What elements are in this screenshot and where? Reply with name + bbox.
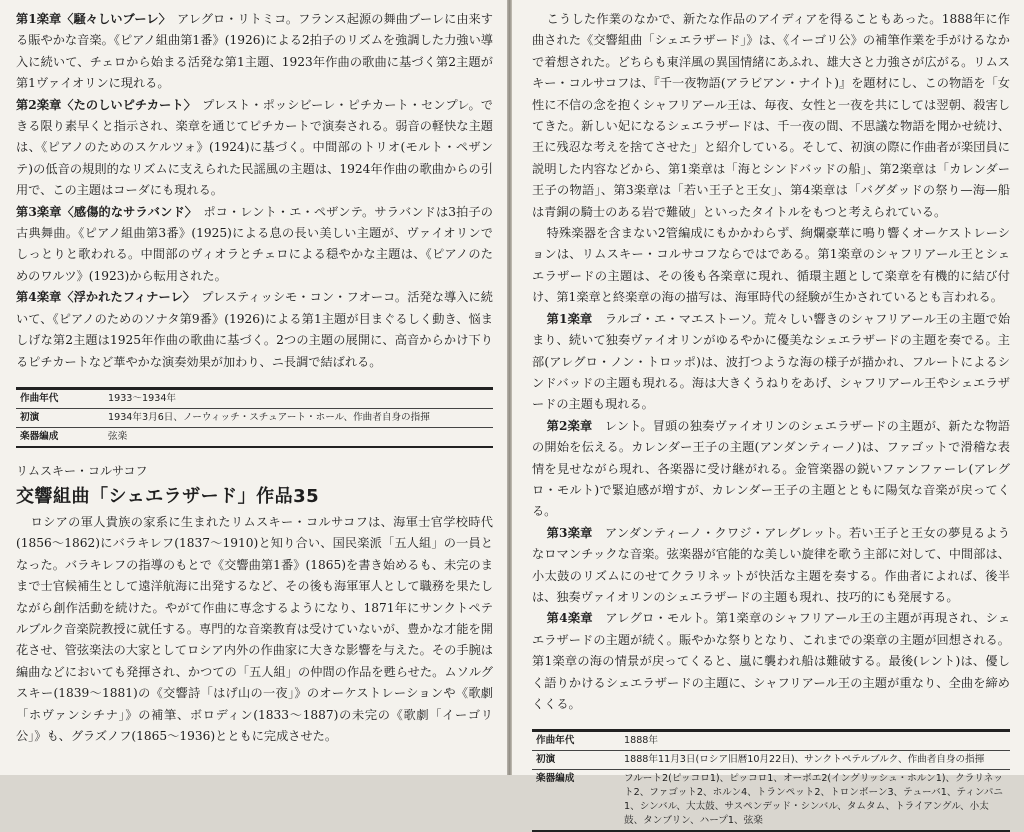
movement-heading: 第2楽章〈たのしいピチカート〉: [16, 97, 190, 112]
movement-heading: 第3楽章: [546, 525, 593, 540]
right-page: [512, 0, 1024, 827]
info-row: [16, 408, 493, 427]
intro-paragraph-continued: こうした作業のなかで、新たな作品のアイディアを得ることもあった。1888年に作曲された《交響組曲「シェエラザード」》は、《イーゴリ公》の補筆作業を手がけるなかで着想された。どちらも東洋風の異国情緒にあふれ、雄大さと力強さが広がる。リムスキー・コルサコフは、『千一夜物語(アラビアン・ナイト)』を題材にし、この物語を「女性に不信の念を抱くシャフリアール王は、毎夜、女性と一夜を共にしては翌朝、殺害してきた。新しい妃になるシェエラザードは、千一夜の間、不思議な物語を聞かせ続け、王に残忍な考えを捨てさせた」と紹介している。そして、初演の際に作曲者が楽団員に説明した内容などから、第1楽章は「海とシンドバッドの船」、第2楽章は「カレンダー王子の物語」、第3楽章は「若い王子と王女」、第4楽章は「バグダッドの祭り—海—船は青銅の騎士のある岩で難破」といったタイトルをもつと考えられている。: [532, 12, 1010, 219]
movement-text: アンダンティーノ・クワジ・アレグレット。若い王子と王女の夢見るようなロマンチックな音楽。弦楽器が官能的な美しい旋律を歌う主部に対して、中間部は、小太鼓のリズムにのせてクラリネットが快活な主題を奏する。作曲者によれば、後半は、独奏ヴァイオリンのシェエラザードの主題も現れ、技巧的にも発展する。: [532, 525, 1010, 604]
info-value: 1888年11月3日(ロシア旧暦10月22日)、サンクトペテルブルク、作曲者自身の指揮: [620, 751, 1010, 770]
composer-name: リムスキー・コルサコフ: [16, 463, 148, 478]
right-page-content: [532, 9, 1010, 832]
info-key: 楽器編成: [532, 770, 620, 832]
info-key: 楽器編成: [16, 427, 104, 447]
orchestration-paragraph: 特殊楽器を含まない2管編成にもかかわらず、絢爛豪華に鳴り響くオーケストレーションは、リムスキー・コルサコフならではである。第1楽章のシャフリアール王とシェエラザードの主題は、その後も各楽章に現れ、循環主題として楽章を有機的に結び付け、第1楽章と終楽章の海の描写は、海軍時代の経験が生かされているとも言われる。: [532, 226, 1010, 305]
info-key: 初演: [532, 751, 620, 770]
info-row: [16, 388, 493, 408]
work-info-table: [532, 729, 1010, 832]
left-page: [0, 0, 507, 775]
movement-1-paragraph: [16, 9, 493, 95]
movement-heading: 第3楽章〈感傷的なサラバンド〉: [16, 204, 191, 219]
info-key: 初演: [16, 408, 104, 427]
info-value: 1888年: [620, 731, 1010, 751]
info-value: 弦楽: [104, 427, 493, 447]
movement-text: プレスト・ポッシビーレ・ピチカート・センプレ。できる限り素早くと指示され、楽章を通じてピチカートで演奏される。弱音の軽快な主題は、《ピアノのためのスケルツォ》(1924)に基づく。中間部のトリオ(モルト・ペザンテ)の低音の規則的なリズムに支えられた民謡風の主題は、1924年作曲の歌曲からの引用で、この主題はコーダにも現れる。: [16, 97, 493, 198]
movement-text: ポコ・レント・エ・ペザンテ。サラバンドは3拍子の古典舞曲。《ピアノ組曲第3番》(1925)による息の長い美しい主題が、ヴァイオリンでしっとりと歌われる。中間部のヴィオラとチェロによる穏やかな主題は、《ピアノのためのワルツ》(1923)から転用された。: [16, 204, 493, 283]
movement-heading: 第4楽章: [546, 611, 593, 626]
info-key: 作曲年代: [16, 388, 104, 408]
movement-3-paragraph: [16, 202, 493, 288]
movement-2-paragraph: [532, 416, 1010, 523]
movement-heading: 第1楽章: [546, 311, 593, 326]
info-value: フルート2(ピッコロ1)、ピッコロ1、オーボエ2(イングリッシュ・ホルン1)、クラリネット2、ファゴット2、ホルン4、トランペット2、トロンボーン3、テューバ1、ティンパニ1、シンバル、大太鼓、サスペンデッド・シンバル、タムタム、トライアングル、小太鼓、タンブリン、ハープ1、弦楽: [620, 770, 1010, 832]
movement-heading: 第4楽章〈浮かれたフィナーレ〉: [16, 290, 190, 305]
movement-4-paragraph: [16, 287, 493, 373]
info-row: [532, 751, 1010, 770]
movement-1-paragraph: [532, 309, 1010, 416]
info-value: 1934年3月6日、ノーウィッチ・スチュアート・ホール、作曲者自身の指揮: [104, 408, 493, 427]
movement-text: プレスティッシモ・コン・フオーコ。活発な導入に続いて、《ピアノのためのソナタ第9番》(1926)による第1主題が目まぐるしく動き、悩ましげな第2主題は1925年作曲の歌曲に基づく。2つの主題の展開に、高音からかけ下りるピチカートなど華やかな演奏効果が加わり、ニ長調で結ばれる。: [16, 290, 493, 369]
movement-4-paragraph: [532, 608, 1010, 715]
intro-paragraph: ロシアの軍人貴族の家系に生まれたリムスキー・コルサコフは、海軍士官学校時代(1856〜1862)にバラキレフ(1837〜1910)と知り合い、国民楽派「五人組」の一員となった。バラキレフの指導のもとで《交響曲第1番》(1865)を書き始めるも、未完のままで士官候補生として遠洋航海に出発するなど、その後も海軍軍人として職務を果たしながら創作活動を続けた。やがて作曲に専念するようになり、1871年にサンクトペテルブルク音楽院教授に就任する。専門的な音楽教育は受けていないが、豊かな才能を開花させ、管弦楽法の大家としてロシア内外の作曲家に大きな影響を与えた。その手腕は編曲などにおいても発揮され、かつての「五人組」の仲間の作品を甦らせた。ムソルグスキー(1839〜1881)の《交響詩「はげ山の一夜」》のオーケストレーションや《歌劇「ホヴァンシチナ」》の補筆、ボロディン(1833〜1887)の未完の《歌劇「イーゴリ公」》も、グラズノフ(1865〜1936)とともに完成させた。: [16, 514, 493, 743]
info-key: 作曲年代: [532, 731, 620, 751]
movement-heading: 第1楽章〈騒々しいブーレ〉: [16, 12, 165, 26]
left-page-content: [16, 9, 493, 747]
movement-text: アレグロ・モルト。第1楽章のシャフリアール王の主題が再現され、シェエラザードの主題が続く。賑やかな祭りとなり、これまでの楽章の主題が回想される。第1楽章の海の情景が戻ってくると、嵐に襲われ船は難破する。最後(レント)は、優しく語りかけるシェエラザードの主題に、シャフリアール王の主題が重なり、全曲を締めくくる。: [532, 611, 1011, 711]
movement-text: ラルゴ・エ・マエストーソ。荒々しい響きのシャフリアール王の主題で始まり、続いて独奏ヴァイオリンがゆるやかに優美なシェエラザードの主題を奏でる。主部(アレグロ・ノン・トロッポ)は、波打つような海の様子が描かれ、フルートによるシンドバッドの主題も現れる。海は大きくうねりをあげ、シャフリアール王やシェエラザードの主題も現れる。: [532, 311, 1011, 412]
movement-text: レント。冒頭の独奏ヴァイオリンのシェエラザードの主題が、新たな物語の開始を伝える。カレンダー王子の主題(アンダンティーノ)は、ファゴットで滑稽な表情を見せながら現れ、各楽器に受け継がれる。金管楽器の鋭いファンファーレ(アレグロ・モルト)で緊迫感が増すが、カレンダー王子の主題とともに陽気な音楽が戻ってくる。: [532, 418, 1010, 519]
info-value: 1933〜1934年: [104, 388, 493, 408]
movement-heading: 第2楽章: [546, 418, 593, 433]
movement-text: アレグロ・リトミコ。フランス起源の舞曲ブーレに由来する賑やかな音楽。《ピアノ組曲第1番》(1926)による2拍子のリズムを強調した力強い導入に続いて、チェロから始まる活発な第1主題、1923年作曲の歌曲に基づく第2主題が第1ヴァイオリンに現れる。: [16, 12, 493, 91]
movement-3-paragraph: [532, 523, 1010, 609]
info-row: [532, 770, 1010, 832]
info-row: [16, 427, 493, 447]
movement-2-paragraph: [16, 95, 493, 202]
info-row: [532, 731, 1010, 751]
work-info-table: [16, 387, 493, 448]
work-title: 交響組曲「シェエラザード」作品35: [16, 485, 320, 507]
